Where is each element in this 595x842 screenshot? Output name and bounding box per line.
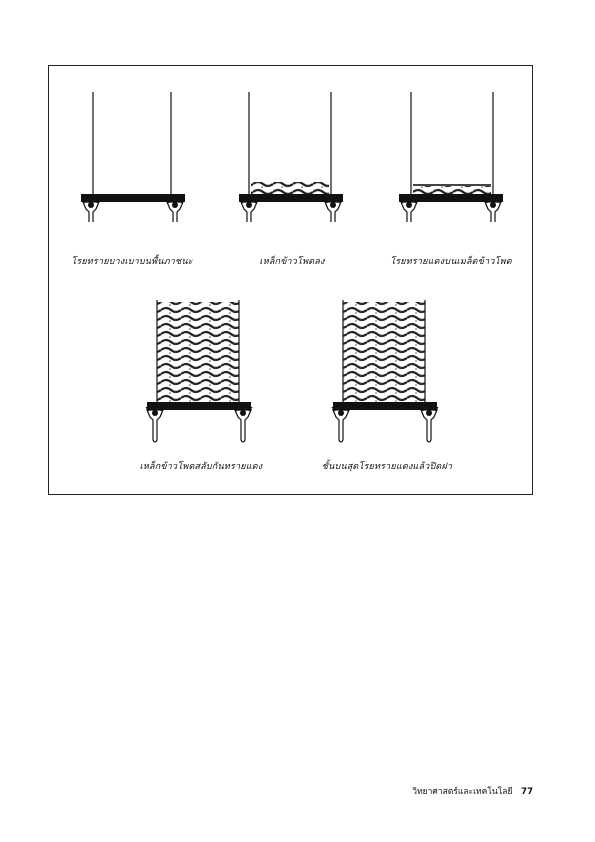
caption-step3: โรยทรายแดงบนเมล็ดข้าวโพด (390, 257, 512, 267)
container-empty-illustration (73, 92, 193, 222)
caption-step2: เหล็กข้าวโพดลง (259, 257, 325, 267)
figure-frame (48, 65, 533, 495)
caption-step1: โรยทรายบางเบาบนพื้นภาชนะ (71, 257, 193, 267)
footer-title: วิทยาศาสตร์และเทคโนโลยี (412, 787, 513, 797)
container-full-covered-illustration (327, 298, 447, 448)
container-sand-on-corn-illustration (393, 92, 513, 222)
caption-step4: เหล็กข้าวโพดสลับกันทรายแดง (139, 462, 263, 472)
container-corn-layer-illustration (233, 92, 353, 222)
page-number: 77 (521, 787, 533, 797)
caption-step5: ชั้นบนสุดโรยทรายแดงแล้วปิดฝา (321, 462, 453, 472)
page-footer (412, 784, 533, 798)
container-alternating-layers-illustration (141, 298, 261, 448)
